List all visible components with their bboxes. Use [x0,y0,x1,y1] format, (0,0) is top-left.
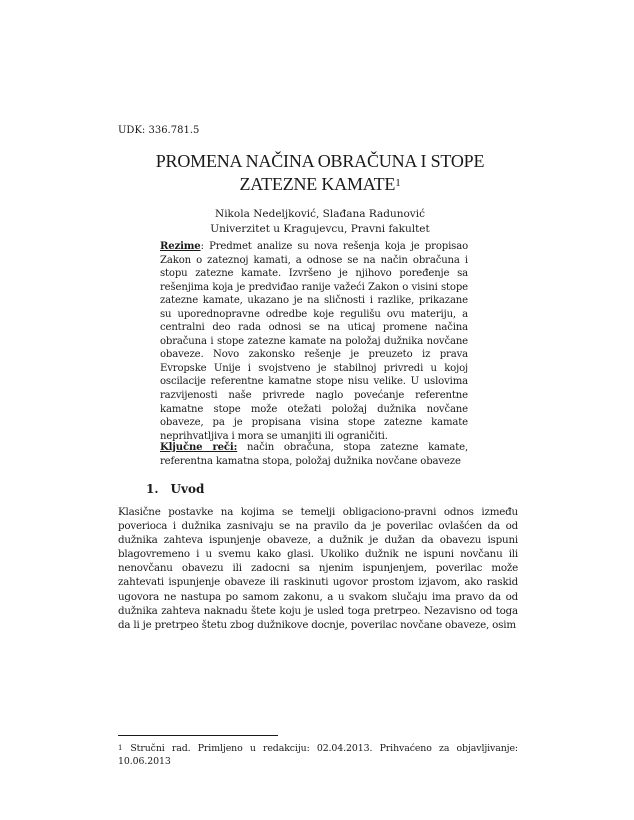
footnote-number: 1 [118,744,123,752]
abstract [160,240,468,443]
authors-block [140,207,500,237]
keywords-text: način obračuna, stopa zatezne kamate, referentna kamatna stopa, položaj dužnika novčane obaveze [160,442,469,467]
footnote-divider [118,735,278,736]
author-affiliation: Univerzitet u Kragujevcu, Pravni fakultet [210,223,430,235]
keywords-label: Ključne reči: [160,442,238,453]
title-line-2 [140,173,500,196]
author-names: Nikola Nedeljković, Slađana Radunović [215,208,425,220]
keywords [160,441,468,468]
abstract-label: Rezime [160,241,201,252]
udk-code: UDK: 336.781.5 [118,125,200,136]
section-number: 1. [146,482,159,496]
body-paragraph: Klasične postavke na kojima se temelji obligaciono-pravni odnos između poverioca i dužnika zasnivaju se na pravilo da je poverilac ovlašćen da od dužnika zahteva ispunjenje obaveze, a dužnik je dužan da obavezu ispuni blagovremeno i u svemu kako glasi. Ukoliko dužnik ne ispuni novčanu ili nenovčanu obavezu ili zadocni sa njenim ispunjenjem, poverilac može zahtevati ispunjenje obaveze ili raskinuti ugovor prostom izjavom, ako raskid ugovora ne nastupa po samom zakonu, a u svakom slučaju ima pravo da od dužnika zahteva naknadu štete koju je usled toga pretrpeo. Nezavisno od toga da li je pretrpeo štetu zbog dužnikove docnje, poverilac novčane obaveze, osim [118,506,518,631]
title-line-1: PROMENA NAČINA OBRAČUNA I STOPE [155,151,485,171]
paper-title [140,150,500,196]
section-heading [146,482,204,496]
abstract-text: : Predmet analize su nova rešenja koja je propisao Zakon o zateznoj kamati, a odnose se na način obračuna i stopu zatezne kamate. Izvršeno je njihovo poređenje sa rešenjima koja je predviđao ranije važeći Zakon o visini stope zatezne kamate, ukazano je na sličnosti i razlike, prikazane su uporednopravne odredbe koje regulišu ovu materiju, a centralni deo rada odnosi se na uticaj promene načina obračuna i stope zatezne kamate na položaj dužnika novčane obaveze. Novo zakonsko rešenje je preuzeto iz prava Evropske Unije i svojstveno je stabilnoj privredi u kojoj oscilacije referentne kamatne stope nisu velike. U uslovima razvijenosti naše privrede naglo povećanje referentne kamatne stope može otežati položaj dužnika novčane obaveze, pa je propisana visina stope zatezne kamate neprihvatljiva i mora se umanjiti ili ograničiti. [160,241,468,442]
footnote-text: Stručni rad. Primljeno u redakciju: 02.04.2013. Prihvaćeno za objavljivanje: 10.06.2013 [118,743,518,767]
title-footnote-ref: 1 [395,177,401,189]
footnote [118,742,518,768]
section-title: Uvod [170,482,205,496]
title-line-2-text: ZATEZNE KAMATE [239,174,396,194]
